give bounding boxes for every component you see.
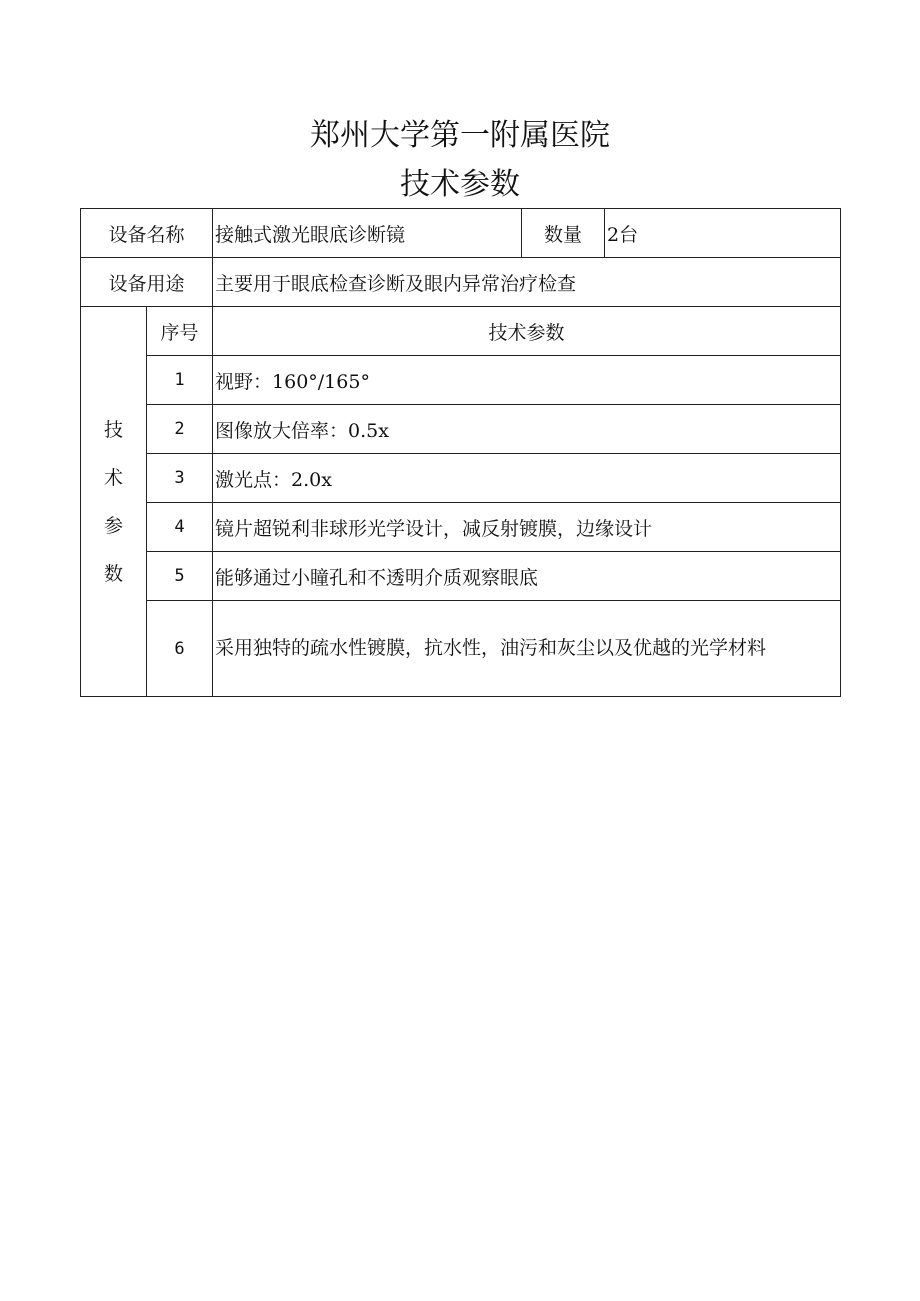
row-text: 图像放大倍率：0.5x: [213, 405, 841, 454]
params-header-row: [81, 307, 841, 356]
row-index: 5: [147, 552, 213, 601]
params-header: 技术参数: [213, 307, 841, 356]
table-row: [81, 552, 841, 601]
purpose-label: 设备用途: [81, 258, 213, 307]
document-subtitle: 技术参数: [400, 167, 520, 202]
hospital-title: 郑州大学第一附属医院: [310, 118, 610, 153]
section-label-char: 技: [103, 418, 123, 441]
table-row: [81, 356, 841, 405]
row-index: 3: [147, 454, 213, 503]
index-header: 序号: [147, 307, 213, 356]
row-index: 2: [147, 405, 213, 454]
device-name-row: [81, 209, 841, 258]
row-index: 1: [147, 356, 213, 405]
spec-table: [80, 208, 841, 697]
purpose-row: [81, 258, 841, 307]
table-row: [81, 503, 841, 552]
device-name-value: 接触式激光眼底诊断镜: [213, 209, 522, 258]
row-index: 4: [147, 503, 213, 552]
row-text: 视野：160°/165°: [213, 356, 841, 405]
row-text: 镜片超锐利非球形光学设计，减反射镀膜，边缘设计: [213, 503, 841, 552]
table-row: [81, 405, 841, 454]
row-text: [213, 601, 841, 697]
row-text-content: 采用独特的疏水性镀膜，抗水性，油污和灰尘以及优越的光学材料: [215, 637, 767, 659]
row-text: 能够通过小瞳孔和不透明介质观察眼底: [213, 552, 841, 601]
section-label: [81, 307, 147, 697]
device-name-label: 设备名称: [81, 209, 213, 258]
purpose-value: 主要用于眼底检查诊断及眼内异常治疗检查: [213, 258, 841, 307]
quantity-label: 数量: [522, 209, 605, 258]
table-row: [81, 601, 841, 697]
section-label-char: 术: [103, 466, 123, 489]
table-row: [81, 454, 841, 503]
row-text: 激光点：2.0x: [213, 454, 841, 503]
section-label-char: 数: [103, 562, 123, 585]
section-label-char: 参: [103, 514, 123, 537]
row-index: 6: [147, 601, 213, 697]
quantity-value: 2台: [605, 209, 841, 258]
